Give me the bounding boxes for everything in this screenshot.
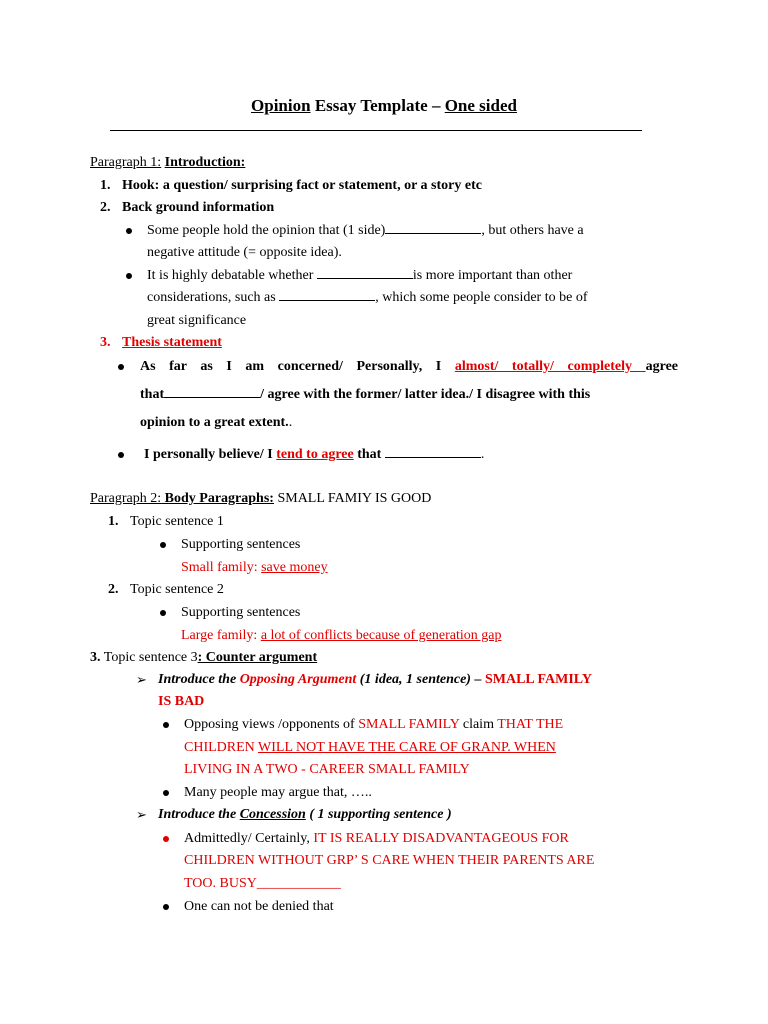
bullet-icon — [163, 722, 169, 728]
background-bullet2-line2 — [147, 289, 587, 307]
text: Admittedly/ Certainly, — [184, 831, 314, 846]
blank-line — [279, 300, 375, 301]
text: that — [140, 387, 165, 402]
text: claim — [459, 717, 498, 732]
tend-to-agree: tend to agree — [276, 447, 354, 462]
blank-line — [164, 397, 260, 398]
text: Large family: — [181, 628, 261, 643]
counter-argument: : Counter argument — [197, 650, 318, 665]
text: SMALL FAMILY — [484, 672, 592, 687]
text: It is highly debatable whether — [147, 268, 317, 283]
title-divider — [110, 130, 642, 131]
item1-hook: Hook: a question/ surprising fact or statement, or a story etc — [122, 178, 482, 193]
text: Opposing views /opponents of — [184, 717, 359, 732]
text: . — [480, 447, 485, 462]
text: that — [353, 447, 385, 462]
thesis-bullet1-line3 — [140, 414, 292, 432]
opposing-argument: Opposing Argument — [239, 672, 357, 687]
background-bullet2-line3: great significance — [147, 313, 247, 328]
text: . — [288, 415, 293, 430]
item3-thesis-statement: Thesis statement — [122, 335, 222, 350]
text: is more important than other — [412, 268, 573, 283]
admittedly-line3 — [184, 875, 341, 893]
background-bullet2-line1 — [147, 267, 572, 285]
opposing-argument-line2: IS BAD — [158, 694, 205, 709]
text: As far as I am concerned/ Personally, I — [140, 359, 455, 374]
text: agree — [645, 359, 678, 374]
text: SMALL FAMILY — [358, 717, 460, 732]
text: Introduce the — [158, 807, 240, 822]
topic-sentence-1: Topic sentence 1 — [130, 514, 224, 529]
paragraph2-heading — [90, 490, 431, 508]
title-middle: Essay Template – — [310, 96, 445, 115]
bullet-icon — [163, 904, 169, 910]
text: IT IS REALLY DISADVANTAGEOUS FOR — [313, 831, 569, 846]
page-title — [0, 96, 768, 116]
blank-line — [317, 278, 413, 279]
many-people-argue: Many people may argue that, ….. — [184, 785, 372, 800]
thesis-bullet1-line2 — [140, 386, 590, 404]
background-bullet1-line2: negative attitude (= opposite idea). — [147, 245, 342, 260]
item2-number: 2. — [100, 200, 111, 215]
text: Small family: — [181, 560, 262, 575]
item1-number: 1. — [100, 178, 111, 193]
paragraph1-heading — [90, 154, 245, 172]
text: / agree with the former/ latter idea./ I disagree with this — [260, 387, 591, 402]
text: ( 1 supporting sentence ) — [305, 807, 452, 822]
background-bullet1-line1 — [147, 222, 584, 240]
text: Topic sentence 3 — [100, 650, 198, 665]
paragraph1-label: Paragraph 1: — [90, 155, 162, 170]
text: , which some people consider to be of — [375, 290, 588, 305]
paragraph2-body-paragraphs: Body Paragraphs: — [161, 491, 274, 506]
blank-line — [385, 233, 481, 234]
title-word-opinion: Opinion — [251, 96, 311, 115]
thesis-bullet1-line1 — [140, 358, 678, 376]
opposing-views-line2 — [184, 739, 556, 757]
paragraph2-topic: SMALL FAMIY IS GOOD — [273, 491, 432, 506]
topic2-number: 2. — [108, 582, 119, 597]
blank-line: ____________ — [256, 876, 341, 891]
admittedly-line1 — [184, 830, 569, 848]
item3-number: 3. — [100, 335, 111, 350]
admittedly-line2: CHILDREN WITHOUT GRP’ S CARE WHEN THEIR PARENTS ARE — [184, 853, 595, 868]
red-bullet-icon — [163, 836, 169, 842]
opposing-views-line3: LIVING IN A TWO - CAREER SMALL FAMILY — [184, 762, 470, 777]
concession: Concession — [239, 807, 306, 822]
text: opinion to a great extent. — [140, 415, 289, 430]
opposing-argument-line1 — [158, 671, 592, 689]
paragraph2-label: Paragraph 2: — [90, 491, 162, 506]
topic3-line — [90, 649, 317, 667]
topic3-number: 3. — [90, 650, 101, 665]
title-word-one-sided: One sided — [444, 96, 517, 115]
text: , but others have a — [481, 223, 584, 238]
text: I personally believe/ I — [144, 447, 277, 462]
opposing-views-line1 — [184, 716, 563, 734]
topic-sentence-2: Topic sentence 2 — [130, 582, 224, 597]
bullet-icon — [118, 452, 124, 458]
text: WILL NOT HAVE THE CARE OF GRANP. WHEN — [258, 740, 556, 755]
bullet-icon — [160, 610, 166, 616]
bullet-icon — [126, 228, 132, 234]
item2-background: Back ground information — [122, 200, 275, 215]
paragraph1-introduction: Introduction: — [164, 155, 246, 170]
arrow-icon: ➢ — [136, 672, 147, 687]
topic1-supporting: Supporting sentences — [181, 537, 301, 552]
arrow-icon: ➢ — [136, 807, 147, 822]
thesis-red-options: almost/ totally/ completely — [454, 359, 646, 374]
text: a lot of conflicts because of generation gap — [260, 628, 502, 643]
cannot-be-denied: One can not be denied that — [184, 899, 334, 914]
concession-heading — [158, 806, 452, 824]
text: TOO. BUSY — [184, 876, 257, 891]
text: Some people hold the opinion that (1 side) — [147, 223, 386, 238]
bullet-icon — [160, 542, 166, 548]
bullet-icon — [126, 273, 132, 279]
text: considerations, such as — [147, 290, 280, 305]
topic1-number: 1. — [108, 514, 119, 529]
bullet-icon — [118, 364, 124, 370]
text: (1 idea, 1 sentence) – — [356, 672, 485, 687]
text: CHILDREN — [184, 740, 259, 755]
topic2-supporting: Supporting sentences — [181, 605, 301, 620]
text: save money — [261, 560, 328, 575]
topic2-example — [181, 627, 501, 645]
blank-line — [385, 457, 481, 458]
bullet-icon — [163, 790, 169, 796]
topic1-example — [181, 559, 328, 577]
text: THAT THE — [497, 717, 564, 732]
thesis-bullet2 — [144, 446, 484, 464]
text: Introduce the — [158, 672, 240, 687]
